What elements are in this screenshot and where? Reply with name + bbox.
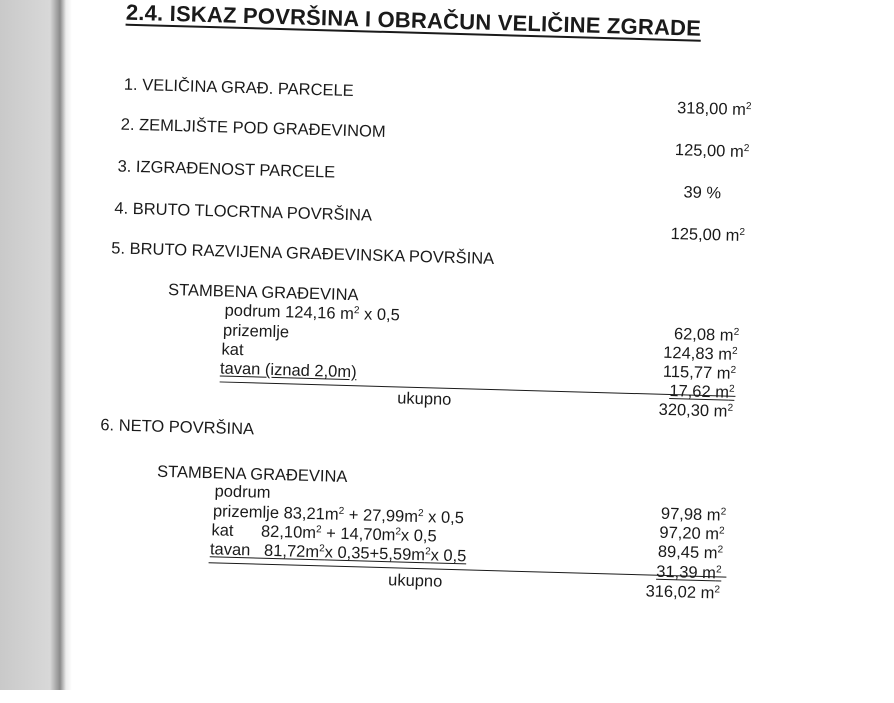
neto-group-heading: STAMBENA GRAĐEVINA <box>156 462 348 487</box>
neto-row-prizemlje: prizemlje $83,21m^2 + 27,99m^2$ x 0,5 <box>212 502 465 528</box>
bruto-row-kat: kat <box>221 340 244 360</box>
bruto-value-podrum: 62,08 $m^2$ <box>673 325 740 345</box>
neto-value-2: 97,20 $m^2$ <box>659 523 725 544</box>
bruto-value-tavan: 17,62 $m^2$ <box>669 382 735 402</box>
bruto-total-value: 320,30 $m^2$ <box>658 400 734 421</box>
item-4-value: 125,00 $m^2$ <box>670 224 746 245</box>
item-4-label: 4. BRUTO TLOCRTNA POVRŠINA <box>114 199 373 225</box>
bruto-value-kat: 115,77 $m^2$ <box>662 362 737 383</box>
item-5-label: 5. BRUTO RAZVIJENA GRAĐEVINSKA POVRŠINA <box>111 239 495 269</box>
neto-row-podrum: podrum <box>214 482 271 502</box>
bruto-total-label: ukupno <box>396 389 452 409</box>
bruto-group-heading: STAMBENA GRAĐEVINA <box>167 280 359 305</box>
neto-row-tavan: tavan $81,72m^2x$ $0,35+5,59m^2x$ 0,5 <box>209 540 467 566</box>
item-3-value: 39 % <box>683 183 722 203</box>
neto-total-value: 316,02 $m^2$ <box>645 582 721 603</box>
neto-value-3: 89,45 $m^2$ <box>657 542 724 563</box>
bruto-value-prizemlje: 124,83 $m^2$ <box>663 343 738 364</box>
neto-row-kat: kat $82,10m^2 + 14,70m^2x$ 0,5 <box>211 521 437 546</box>
bruto-row-prizemlje: prizemlje <box>222 321 290 342</box>
bruto-row-podrum: podrum 124,16 $m^2$ x 0,5 <box>224 301 401 325</box>
item-1-label: 1. VELIČINA GRAĐ. PARCELE <box>123 75 354 101</box>
bruto-row-tavan: tavan (iznad 2,0m) <box>219 359 357 382</box>
item-1-value: 318,00 $m^2$ <box>676 99 752 120</box>
item-3-label: 3. IZGRAĐENOST PARCELE <box>117 157 336 182</box>
neto-value-1: 97,98 $m^2$ <box>660 504 727 525</box>
neto-total-label: ukupno <box>387 571 443 591</box>
section-title: 2.4. ISKAZ POVRŠINA I OBRAČUN VELIČINE ZGRADE <box>125 0 702 41</box>
neto-heading: 6. NETO POVRŠINA <box>100 416 255 439</box>
neto-value-4: 31,39 $m^2$ <box>656 562 722 583</box>
item-2-value: 125,00 $m^2$ <box>674 141 750 161</box>
item-2-label: 2. ZEMLJIŠTE POD GRAĐEVINOM <box>120 115 386 141</box>
